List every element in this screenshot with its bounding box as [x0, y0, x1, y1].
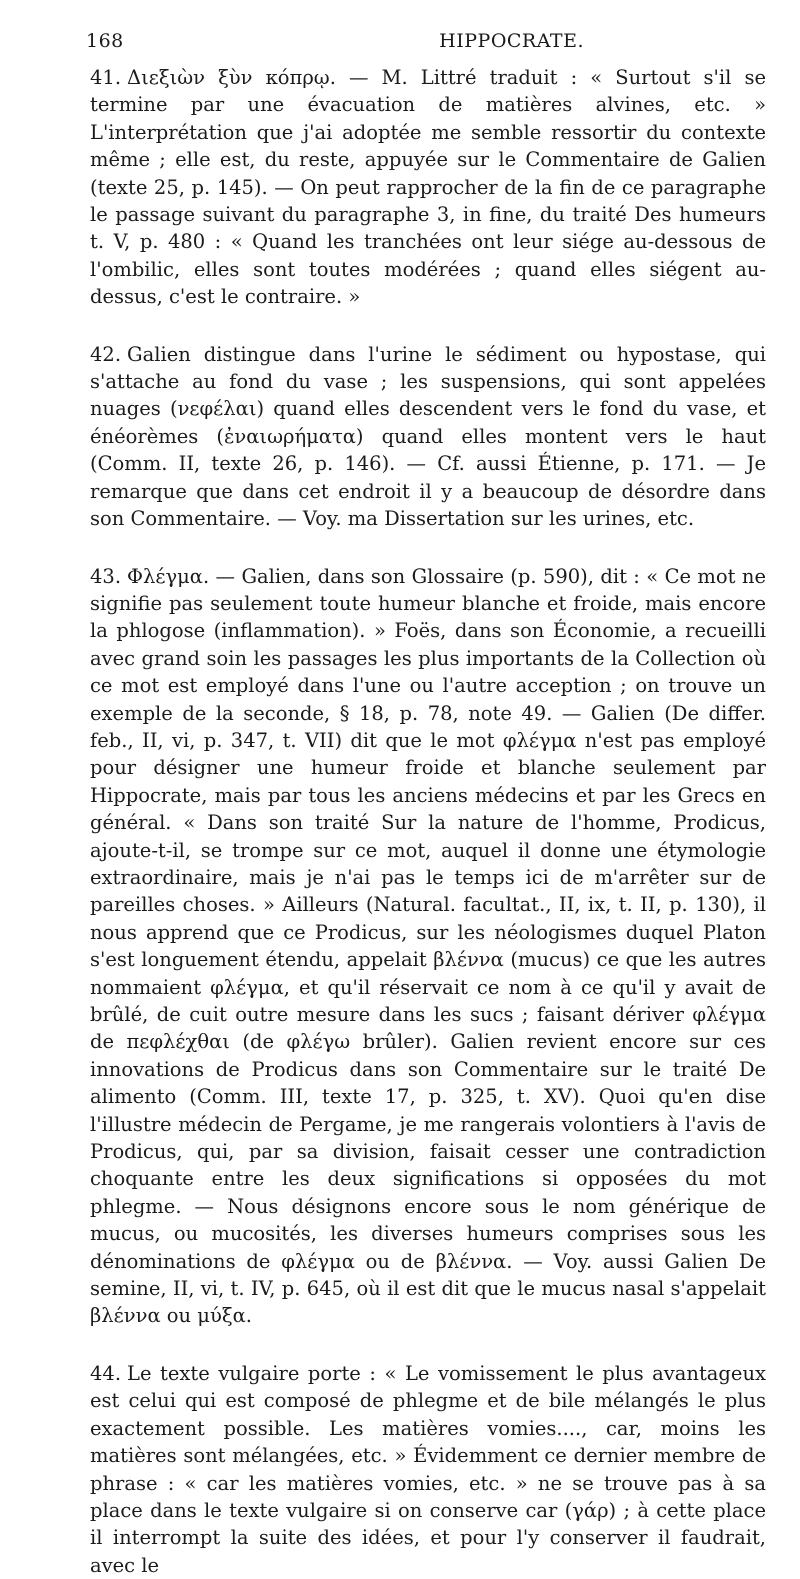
running-head: [86, 30, 766, 52]
note-number: 44.: [90, 1361, 122, 1385]
note-text: Galien distingue dans l'urine le sédiment ou hypostase, qui s'attache au fond du vase ; les suspensions, qui sont appelées nuages (νεφέλαι) quand elles descendent vers le fond du vase, et énéorèmes (ἐναιωρήματα) quand elles montent vers le haut (Comm. II, texte 26, p. 146). — Cf. aussi Étienne, p. 171. — Je remarque que dans cet endroit il y a beaucoup de désordre dans son Commentaire. — Voy. ma Dissertation sur les urines, etc.: [90, 342, 766, 531]
note-text: Le texte vulgaire porte : « Le vomissement le plus avantageux est celui qui est composé de phlegme et de bile mélangés le plus exactement possible. Les matières vomies...., car, moins les matières sont mélangées, etc. » Évidemment ce dernier membre de phrase : « car les matières vomies, etc. » ne se trouve pas à sa place dans le texte vulgaire si on conserve car (γάρ) ; à cette place il interrompt la suite des idées, et pour l'y conserver il faudrait, avec le: [90, 1361, 766, 1577]
running-title: HIPPOCRATE.: [439, 30, 584, 52]
note-number: 43.: [90, 564, 122, 588]
page-number: 168: [86, 30, 124, 52]
note-42: [90, 341, 766, 533]
note-43: [90, 563, 766, 1330]
note-number: 41.: [90, 66, 122, 89]
note-text: Διεξιὼν ξὺν κόπρῳ. — M. Littré traduit : « Surtout s'il se termine par une évacuation de matières alvines, etc. » L'interprétation que j'ai adoptée me semble ressortir du contexte même ; elle est, du reste, appuyée sur le Commentaire de Galien (texte 25, p. 145). — On peut rapprocher de la fin de ce paragraphe le passage suivant du paragraphe 3, in fine, du traité Des humeurs t. V, p. 480 : « Quand les tranchées ont leur siége au-dessous de l'ombilic, elles sont toutes modérées ; quand elles siégent au-dessus, c'est le contraire. »: [90, 66, 766, 309]
note-text: Φλέγμα. — Galien, dans son Glossaire (p. 590), dit : « Ce mot ne signifie pas seulement toute humeur blanche et froide, mais encore la phlogose (inflammation). » Foës, dans son Économie, a recueilli avec grand soin les passages les plus importants de la Collection où ce mot est employé dans l'une ou l'autre acception ; on trouve un exemple de la seconde, § 18, p. 78, note 49. — Galien (De differ. feb., II, vi, p. 347, t. VII) dit que le mot φλέγμα n'est pas employé pour désigner une humeur froide et blanche seulement par Hippocrate, mais par tous les anciens médecins et par les Grecs en général. « Dans son traité Sur la nature de l'homme, Prodicus, ajoute-t-il, se trompe sur ce mot, auquel il donne une étymologie extraordinaire, mais je n'ai pas le temps ici de m'arrêter sur de pareilles choses. » Ailleurs (Natural. facultat., II, ix, t. II, p. 130), il nous apprend que ce Prodicus, sur les néologismes duquel Platon s'est longuement étendu, appelait βλέννα (mucus) ce que les autres nommaient φλέγμα, et qu'il réservait ce nom à ce qu'il y avait de brûlé, de cuit outre mesure dans les sucs ; faisant dériver φλέγμα de πεφλέχθαι (de φλέγω brûler). Galien revient encore sur ces innovations de Prodicus dans son Commentaire sur le traité De alimento (Comm. III, texte 17, p. 325, t. XV). Quoi qu'en dise l'illustre médecin de Pergame, je me rangerais volontiers à l'avis de Prodicus, qui, par sa division, faisait cesser une contradiction choquante entre les deux significations si opposées du mot phlegme. — Nous désignons encore sous le nom générique de mucus, ou mucosités, les diverses humeurs comprises sous les dénominations de φλέγμα ou de βλέννα. — Voy. aussi Galien De semine, II, vi, t. IV, p. 645, où il est dit que le mucus nasal s'appelait βλέννα ou μύξα.: [90, 564, 766, 1328]
note-number: 42.: [90, 342, 122, 366]
note-41: [90, 64, 766, 311]
note-44: [90, 1360, 766, 1579]
